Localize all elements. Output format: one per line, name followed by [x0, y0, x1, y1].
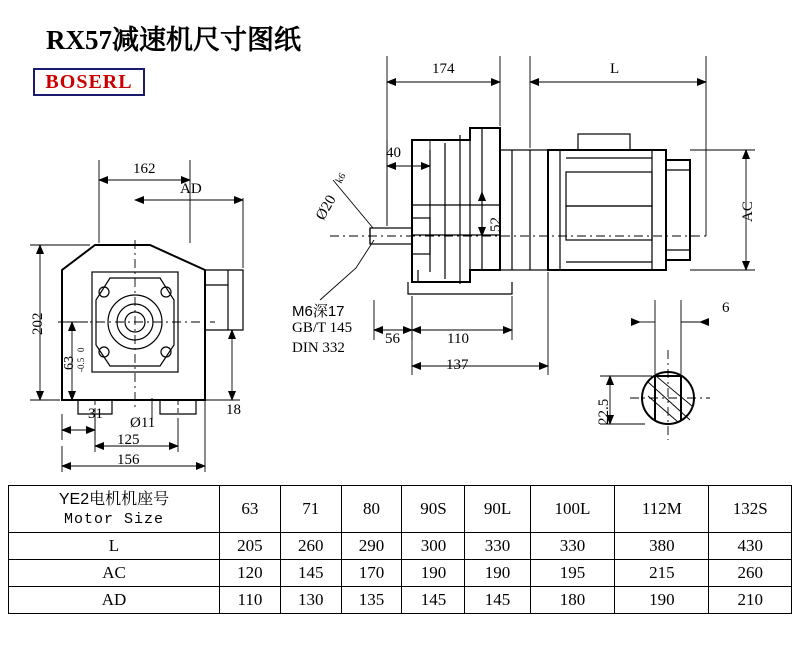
table-cell: 190 — [465, 560, 530, 587]
dim-22-5: 22.5 — [596, 398, 612, 425]
key-section-view — [600, 300, 710, 440]
dim-52: 52 — [488, 217, 504, 232]
table-cell: 330 — [530, 533, 615, 560]
table-size-cell: 90L — [465, 486, 530, 533]
dim-L: L — [610, 61, 620, 77]
table-row — [9, 486, 792, 533]
table-cell: 300 — [402, 533, 465, 560]
table-cell: 205 — [220, 533, 281, 560]
dim-AC: AC — [740, 201, 756, 222]
page-title: RX57减速机尺寸图纸 — [46, 25, 301, 55]
motor-size-table — [8, 485, 792, 614]
dim-156: 156 — [117, 452, 140, 468]
table-header-label — [9, 486, 220, 533]
dim-63-tol-lower: -0.5 — [76, 357, 86, 372]
table-cell: 170 — [341, 560, 402, 587]
table-cell: 120 — [220, 560, 281, 587]
dim-63-tol-upper: 0 — [76, 347, 86, 352]
table-row — [9, 533, 792, 560]
table-size-cell: 90S — [402, 486, 465, 533]
dim-18: 18 — [226, 402, 241, 418]
table-cell: 330 — [465, 533, 530, 560]
table-size-cell: 100L — [530, 486, 615, 533]
end-view-geometry — [58, 240, 243, 414]
dim-31: 31 — [88, 406, 103, 422]
dim-6: 6 — [722, 300, 730, 316]
table-row — [9, 587, 792, 614]
dim-174: 174 — [432, 61, 455, 77]
dim-56: 56 — [385, 331, 400, 347]
dim-63: 63 — [62, 356, 77, 370]
dim-d11: Ø11 — [130, 415, 156, 431]
table-cell: 190 — [402, 560, 465, 587]
table-size-cell: 63 — [220, 486, 281, 533]
table-cell: 195 — [530, 560, 615, 587]
note-gbt145: GB/T 145 — [292, 320, 353, 336]
dim-125: 125 — [117, 432, 140, 448]
table-row — [9, 560, 792, 587]
table-row-label: L — [9, 533, 220, 560]
table-size-cell: 71 — [280, 486, 341, 533]
table-cell: 210 — [709, 587, 792, 614]
brand-logo-text: BOSERL — [45, 70, 133, 93]
table-cell: 380 — [615, 533, 709, 560]
table-cell: 260 — [280, 533, 341, 560]
note-din332: DIN 332 — [292, 340, 345, 356]
dim-ad: AD — [180, 181, 202, 197]
table-cell: 430 — [709, 533, 792, 560]
table-header-en: Motor Size — [63, 510, 164, 528]
table-cell: 130 — [280, 587, 341, 614]
table-cell: 190 — [615, 587, 709, 614]
note-m6-depth: M6深17 — [292, 303, 345, 320]
table-cell: 145 — [465, 587, 530, 614]
table-cell: 180 — [530, 587, 615, 614]
table-size-cell: 112M — [615, 486, 709, 533]
table-cell: 110 — [220, 587, 281, 614]
table-cell: 145 — [280, 560, 341, 587]
table-cell: 135 — [341, 587, 402, 614]
table-cell: 290 — [341, 533, 402, 560]
dim-110: 110 — [447, 331, 469, 347]
dim-162: 162 — [133, 161, 156, 177]
dim-137: 137 — [446, 357, 469, 373]
table-cell: 145 — [402, 587, 465, 614]
table-cell: 260 — [709, 560, 792, 587]
dim-d20: Ø20 — [313, 192, 340, 223]
table-size-cell: 80 — [341, 486, 402, 533]
dim-202: 202 — [30, 312, 46, 335]
table-header-cn: YE2电机机座号 — [58, 490, 170, 508]
dim-d20-fit: k6 — [334, 171, 349, 186]
dim-40: 40 — [386, 145, 401, 161]
table-size-cell: 132S — [709, 486, 792, 533]
table-cell: 215 — [615, 560, 709, 587]
table-row-label: AD — [9, 587, 220, 614]
table-row-label: AC — [9, 560, 220, 587]
